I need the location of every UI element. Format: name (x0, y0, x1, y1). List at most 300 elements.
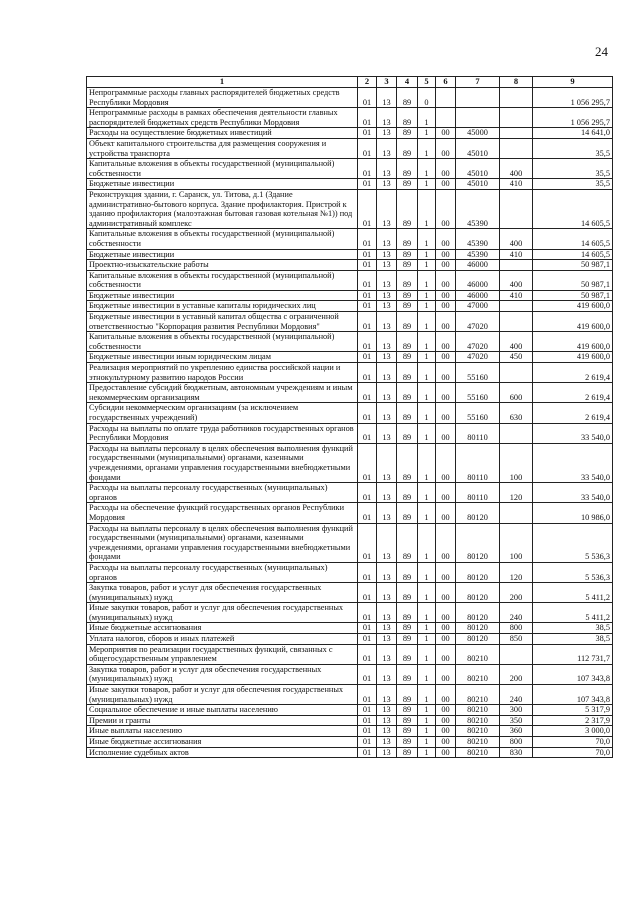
table-row (87, 483, 613, 503)
row-code-cell: 1 (418, 352, 436, 363)
row-name-cell: Бюджетные инвестиции (87, 249, 358, 260)
row-code-cell: 800 (500, 623, 533, 634)
row-name-cell: Непрограммные расходы в рамках обеспечения деятельности главных распорядителей бюджетных средств Республики Мордовия (87, 108, 358, 128)
row-code-cell: 80110 (456, 443, 500, 482)
row-code-cell: 45010 (456, 159, 500, 179)
row-code-cell: 89 (397, 603, 418, 623)
row-code-cell: 47020 (456, 352, 500, 363)
row-code-cell: 80210 (456, 715, 500, 726)
table-row (87, 189, 613, 228)
row-amount-cell: 38,5 (533, 634, 613, 645)
row-name-cell: Иные выплаты населению (87, 726, 358, 737)
row-code-cell: 1 (418, 189, 436, 228)
row-code-cell: 01 (358, 623, 377, 634)
row-code-cell: 13 (377, 685, 397, 705)
row-code-cell (500, 644, 533, 664)
row-code-cell: 1 (418, 108, 436, 128)
row-code-cell: 00 (436, 623, 456, 634)
row-code-cell: 00 (436, 301, 456, 312)
row-code-cell: 80210 (456, 664, 500, 684)
row-code-cell: 850 (500, 634, 533, 645)
row-code-cell (436, 88, 456, 108)
row-code-cell: 1 (418, 685, 436, 705)
table-row (87, 634, 613, 645)
row-amount-cell: 419 600,0 (533, 352, 613, 363)
row-code-cell: 13 (377, 443, 397, 482)
row-code-cell: 80120 (456, 503, 500, 523)
row-amount-cell: 33 540,0 (533, 483, 613, 503)
row-code-cell: 89 (397, 503, 418, 523)
row-code-cell: 13 (377, 583, 397, 603)
row-code-cell: 13 (377, 623, 397, 634)
row-code-cell: 13 (377, 108, 397, 128)
row-code-cell: 1 (418, 523, 436, 562)
row-code-cell: 13 (377, 128, 397, 139)
row-code-cell: 13 (377, 634, 397, 645)
row-code-cell: 13 (377, 603, 397, 623)
row-amount-cell: 14 605,5 (533, 229, 613, 249)
table-row (87, 260, 613, 271)
row-code-cell: 13 (377, 332, 397, 352)
row-code-cell: 13 (377, 523, 397, 562)
table-row (87, 644, 613, 664)
row-name-cell: Непрограммные расходы главных распорядителей бюджетных средств Республики Мордовия (87, 88, 358, 108)
row-code-cell: 01 (358, 301, 377, 312)
row-name-cell: Мероприятия по реализации государственных функций, связанных с общегосударственным управлением (87, 644, 358, 664)
row-code-cell: 1 (418, 403, 436, 423)
table-row (87, 523, 613, 562)
row-code-cell (436, 108, 456, 128)
row-amount-cell: 107 343,8 (533, 664, 613, 684)
row-code-cell: 00 (436, 503, 456, 523)
row-code-cell: 13 (377, 726, 397, 737)
row-amount-cell: 33 540,0 (533, 423, 613, 443)
col-header: 3 (377, 77, 397, 88)
row-code-cell: 00 (436, 260, 456, 271)
row-code-cell: 89 (397, 403, 418, 423)
row-name-cell: Уплата налогов, сборов и иных платежей (87, 634, 358, 645)
row-code-cell: 46000 (456, 270, 500, 290)
table-row (87, 249, 613, 260)
row-code-cell: 00 (436, 523, 456, 562)
row-code-cell: 45390 (456, 189, 500, 228)
row-code-cell: 00 (436, 383, 456, 403)
row-code-cell: 01 (358, 483, 377, 503)
row-code-cell: 01 (358, 159, 377, 179)
row-code-cell: 13 (377, 270, 397, 290)
row-code-cell: 89 (397, 301, 418, 312)
row-code-cell: 89 (397, 229, 418, 249)
row-name-cell: Реализация мероприятий по укреплению единства российской нации и этнокультурному развитию народов России (87, 363, 358, 383)
row-code-cell: 00 (436, 705, 456, 716)
row-code-cell: 01 (358, 562, 377, 582)
row-code-cell: 01 (358, 664, 377, 684)
row-code-cell: 01 (358, 523, 377, 562)
row-code-cell: 300 (500, 705, 533, 716)
row-amount-cell: 33 540,0 (533, 443, 613, 482)
row-code-cell: 00 (436, 290, 456, 301)
row-code-cell: 240 (500, 685, 533, 705)
row-code-cell: 80210 (456, 705, 500, 716)
row-code-cell: 1 (418, 270, 436, 290)
table-row (87, 423, 613, 443)
row-code-cell: 89 (397, 108, 418, 128)
row-code-cell: 1 (418, 705, 436, 716)
row-code-cell: 13 (377, 352, 397, 363)
row-code-cell: 80210 (456, 685, 500, 705)
row-code-cell: 1 (418, 562, 436, 582)
row-code-cell: 00 (436, 352, 456, 363)
row-amount-cell: 14 605,5 (533, 249, 613, 260)
row-code-cell: 1 (418, 383, 436, 403)
row-code-cell: 13 (377, 189, 397, 228)
table-row (87, 623, 613, 634)
table-row (87, 715, 613, 726)
row-code-cell: 13 (377, 290, 397, 301)
row-code-cell (500, 138, 533, 158)
row-code-cell: 13 (377, 562, 397, 582)
row-code-cell: 1 (418, 603, 436, 623)
row-amount-cell: 70,0 (533, 747, 613, 758)
row-code-cell: 80210 (456, 726, 500, 737)
row-name-cell: Расходы на выплаты персоналу государственных (муниципальных) органов (87, 562, 358, 582)
table-row (87, 159, 613, 179)
row-code-cell: 00 (436, 664, 456, 684)
row-code-cell: 89 (397, 270, 418, 290)
table-row (87, 603, 613, 623)
row-code-cell: 01 (358, 290, 377, 301)
row-code-cell: 01 (358, 270, 377, 290)
table-row (87, 705, 613, 716)
row-code-cell: 00 (436, 562, 456, 582)
row-amount-cell: 5 536,3 (533, 523, 613, 562)
row-code-cell (500, 363, 533, 383)
row-code-cell: 80120 (456, 623, 500, 634)
row-code-cell: 89 (397, 685, 418, 705)
row-code-cell (500, 88, 533, 108)
row-name-cell: Расходы на выплаты персоналу в целях обеспечения выполнения функций государственными (муниципальными) органами, казенными учреждениями, органами управления государственными внебюджетными фондами (87, 443, 358, 482)
row-code-cell: 01 (358, 179, 377, 190)
row-name-cell: Исполнение судебных актов (87, 747, 358, 758)
row-code-cell: 80120 (456, 634, 500, 645)
row-code-cell: 45000 (456, 128, 500, 139)
row-name-cell: Бюджетные инвестиции (87, 290, 358, 301)
row-code-cell: 89 (397, 583, 418, 603)
row-code-cell: 1 (418, 737, 436, 748)
row-code-cell: 13 (377, 664, 397, 684)
row-amount-cell: 1 056 295,7 (533, 108, 613, 128)
table-row (87, 747, 613, 758)
row-code-cell: 01 (358, 363, 377, 383)
row-code-cell: 1 (418, 290, 436, 301)
row-code-cell (500, 108, 533, 128)
row-code-cell: 00 (436, 715, 456, 726)
row-code-cell: 1 (418, 249, 436, 260)
table-row (87, 685, 613, 705)
row-code-cell: 89 (397, 363, 418, 383)
row-amount-cell: 50 987,1 (533, 290, 613, 301)
row-amount-cell: 14 641,0 (533, 128, 613, 139)
table-row (87, 352, 613, 363)
row-code-cell: 89 (397, 483, 418, 503)
row-code-cell: 01 (358, 352, 377, 363)
row-code-cell: 1 (418, 634, 436, 645)
row-code-cell: 1 (418, 229, 436, 249)
row-code-cell: 1 (418, 664, 436, 684)
row-code-cell: 89 (397, 664, 418, 684)
row-code-cell: 89 (397, 644, 418, 664)
row-code-cell: 45390 (456, 249, 500, 260)
row-amount-cell: 50 987,1 (533, 260, 613, 271)
row-code-cell: 00 (436, 128, 456, 139)
row-code-cell: 45010 (456, 138, 500, 158)
row-code-cell: 89 (397, 737, 418, 748)
row-code-cell: 89 (397, 260, 418, 271)
row-code-cell: 400 (500, 229, 533, 249)
table-row (87, 443, 613, 482)
row-code-cell: 01 (358, 88, 377, 108)
row-name-cell: Иные закупки товаров, работ и услуг для обеспечения государственных (муниципальных) нужд (87, 685, 358, 705)
row-code-cell: 01 (358, 634, 377, 645)
row-code-cell: 00 (436, 423, 456, 443)
row-code-cell: 89 (397, 290, 418, 301)
row-code-cell: 01 (358, 138, 377, 158)
row-amount-cell: 35,5 (533, 179, 613, 190)
row-code-cell: 00 (436, 179, 456, 190)
row-code-cell: 13 (377, 88, 397, 108)
row-name-cell: Предоставление субсидий бюджетным, автономным учреждениям и иным некоммерческим организациям (87, 383, 358, 403)
table-row (87, 332, 613, 352)
row-code-cell: 00 (436, 583, 456, 603)
row-name-cell: Бюджетные инвестиции иным юридическим лицам (87, 352, 358, 363)
row-code-cell: 45390 (456, 229, 500, 249)
row-code-cell: 200 (500, 583, 533, 603)
row-code-cell: 1 (418, 159, 436, 179)
row-amount-cell: 112 731,7 (533, 644, 613, 664)
row-code-cell: 13 (377, 423, 397, 443)
row-code-cell: 89 (397, 332, 418, 352)
row-amount-cell: 50 987,1 (533, 270, 613, 290)
row-amount-cell: 5 536,3 (533, 562, 613, 582)
row-amount-cell: 3 000,0 (533, 726, 613, 737)
row-code-cell: 400 (500, 332, 533, 352)
table-row (87, 726, 613, 737)
page-number: 24 (595, 44, 608, 59)
row-code-cell: 00 (436, 726, 456, 737)
row-code-cell: 01 (358, 229, 377, 249)
row-code-cell: 01 (358, 332, 377, 352)
row-code-cell: 240 (500, 603, 533, 623)
row-name-cell: Субсидии некоммерческим организациям (за исключением государственных учреждений) (87, 403, 358, 423)
col-header: 8 (500, 77, 533, 88)
row-code-cell (500, 301, 533, 312)
row-code-cell: 00 (436, 403, 456, 423)
table-row (87, 503, 613, 523)
row-name-cell: Капитальные вложения в объекты государственной (муниципальной) собственности (87, 159, 358, 179)
row-amount-cell: 5 317,9 (533, 705, 613, 716)
row-amount-cell: 107 343,8 (533, 685, 613, 705)
table-body (87, 88, 613, 758)
row-code-cell: 410 (500, 249, 533, 260)
row-code-cell: 89 (397, 705, 418, 716)
row-name-cell: Иные закупки товаров, работ и услуг для обеспечения государственных (муниципальных) нужд (87, 603, 358, 623)
row-code-cell: 00 (436, 332, 456, 352)
row-code-cell: 00 (436, 312, 456, 332)
row-code-cell: 200 (500, 664, 533, 684)
row-code-cell: 1 (418, 423, 436, 443)
row-code-cell: 01 (358, 503, 377, 523)
row-code-cell: 13 (377, 363, 397, 383)
row-code-cell: 01 (358, 705, 377, 716)
row-amount-cell: 2 619,4 (533, 403, 613, 423)
table-row (87, 88, 613, 108)
row-code-cell: 01 (358, 383, 377, 403)
row-code-cell: 00 (436, 270, 456, 290)
row-amount-cell: 2 619,4 (533, 363, 613, 383)
row-name-cell: Расходы на обеспечение функций государственных органов Республики Мордовия (87, 503, 358, 523)
row-amount-cell: 5 411,2 (533, 603, 613, 623)
row-code-cell: 47020 (456, 312, 500, 332)
row-amount-cell: 35,5 (533, 159, 613, 179)
row-code-cell: 01 (358, 443, 377, 482)
row-name-cell: Бюджетные инвестиции (87, 179, 358, 190)
row-name-cell: Расходы на осуществление бюджетных инвестиций (87, 128, 358, 139)
row-code-cell: 01 (358, 737, 377, 748)
row-code-cell: 89 (397, 726, 418, 737)
table-row (87, 403, 613, 423)
budget-table (86, 76, 613, 758)
table-row (87, 108, 613, 128)
row-code-cell: 00 (436, 249, 456, 260)
row-code-cell: 89 (397, 249, 418, 260)
row-name-cell: Расходы на выплаты персоналу государственных (муниципальных) органов (87, 483, 358, 503)
row-code-cell: 01 (358, 603, 377, 623)
row-name-cell: Расходы на выплаты по оплате труда работников государственных органов Республики Мордовия (87, 423, 358, 443)
row-name-cell: Бюджетные инвестиции в уставные капиталы юридических лиц (87, 301, 358, 312)
row-code-cell: 1 (418, 443, 436, 482)
row-code-cell: 00 (436, 483, 456, 503)
row-amount-cell: 2 619,4 (533, 383, 613, 403)
row-code-cell: 89 (397, 189, 418, 228)
row-code-cell: 80110 (456, 483, 500, 503)
col-header: 4 (397, 77, 418, 88)
row-code-cell: 00 (436, 159, 456, 179)
row-code-cell: 1 (418, 332, 436, 352)
row-code-cell: 80120 (456, 562, 500, 582)
row-code-cell: 80210 (456, 644, 500, 664)
row-code-cell: 13 (377, 747, 397, 758)
row-name-cell: Объект капитального строительства для размещения сооружения и устройства транспорта (87, 138, 358, 158)
row-code-cell: 80110 (456, 423, 500, 443)
row-code-cell: 00 (436, 189, 456, 228)
row-code-cell: 00 (436, 138, 456, 158)
row-code-cell: 89 (397, 715, 418, 726)
col-header: 6 (436, 77, 456, 88)
row-code-cell: 89 (397, 179, 418, 190)
table-row (87, 301, 613, 312)
row-name-cell: Капитальные вложения в объекты государственной (муниципальной) собственности (87, 229, 358, 249)
row-code-cell (500, 312, 533, 332)
row-code-cell: 13 (377, 483, 397, 503)
row-code-cell: 01 (358, 715, 377, 726)
row-amount-cell: 419 600,0 (533, 332, 613, 352)
table-row (87, 138, 613, 158)
table-row (87, 737, 613, 748)
row-code-cell: 89 (397, 562, 418, 582)
row-name-cell: Социальное обеспечение и иные выплаты населению (87, 705, 358, 716)
row-name-cell: Закупка товаров, работ и услуг для обеспечения государственных (муниципальных) нужд (87, 664, 358, 684)
row-code-cell: 1 (418, 503, 436, 523)
row-code-cell: 01 (358, 644, 377, 664)
row-code-cell: 1 (418, 726, 436, 737)
row-code-cell: 89 (397, 312, 418, 332)
row-amount-cell: 38,5 (533, 623, 613, 634)
row-code-cell: 01 (358, 108, 377, 128)
row-code-cell: 89 (397, 159, 418, 179)
row-code-cell: 89 (397, 138, 418, 158)
row-amount-cell: 10 986,0 (533, 503, 613, 523)
row-code-cell: 89 (397, 443, 418, 482)
row-name-cell: Закупка товаров, работ и услуг для обеспечения государственных (муниципальных) нужд (87, 583, 358, 603)
row-code-cell: 13 (377, 229, 397, 249)
row-amount-cell: 419 600,0 (533, 301, 613, 312)
row-code-cell: 00 (436, 685, 456, 705)
row-code-cell: 13 (377, 159, 397, 179)
row-code-cell: 00 (436, 443, 456, 482)
row-code-cell: 89 (397, 128, 418, 139)
row-code-cell: 13 (377, 138, 397, 158)
row-code-cell: 45010 (456, 179, 500, 190)
table-row (87, 383, 613, 403)
row-code-cell: 100 (500, 443, 533, 482)
row-code-cell: 46000 (456, 290, 500, 301)
row-code-cell: 01 (358, 249, 377, 260)
row-code-cell: 1 (418, 747, 436, 758)
row-code-cell: 80120 (456, 523, 500, 562)
row-code-cell: 800 (500, 737, 533, 748)
table-row (87, 270, 613, 290)
table-row (87, 229, 613, 249)
row-code-cell: 00 (436, 747, 456, 758)
row-amount-cell: 14 605,5 (533, 189, 613, 228)
row-code-cell: 55160 (456, 363, 500, 383)
row-code-cell: 13 (377, 260, 397, 271)
row-code-cell: 13 (377, 705, 397, 716)
table-row (87, 179, 613, 190)
row-code-cell: 89 (397, 523, 418, 562)
row-amount-cell: 35,5 (533, 138, 613, 158)
row-name-cell: Иные бюджетные ассигнования (87, 623, 358, 634)
row-code-cell: 120 (500, 483, 533, 503)
row-code-cell: 410 (500, 290, 533, 301)
row-name-cell: Расходы на выплаты персоналу в целях обеспечения выполнения функций государственными (муниципальными) органами, казенными учреждениями, органами управления государственными внебюджетными фондами (87, 523, 358, 562)
row-code-cell: 01 (358, 403, 377, 423)
row-code-cell (500, 128, 533, 139)
row-code-cell: 80210 (456, 747, 500, 758)
col-header: 5 (418, 77, 436, 88)
row-amount-cell: 1 056 295,7 (533, 88, 613, 108)
row-code-cell: 89 (397, 423, 418, 443)
row-code-cell: 1 (418, 128, 436, 139)
row-code-cell: 01 (358, 583, 377, 603)
row-code-cell: 13 (377, 644, 397, 664)
row-code-cell: 01 (358, 423, 377, 443)
row-code-cell (500, 260, 533, 271)
row-code-cell: 1 (418, 583, 436, 603)
col-header: 9 (533, 77, 613, 88)
row-code-cell: 01 (358, 312, 377, 332)
row-code-cell (500, 503, 533, 523)
